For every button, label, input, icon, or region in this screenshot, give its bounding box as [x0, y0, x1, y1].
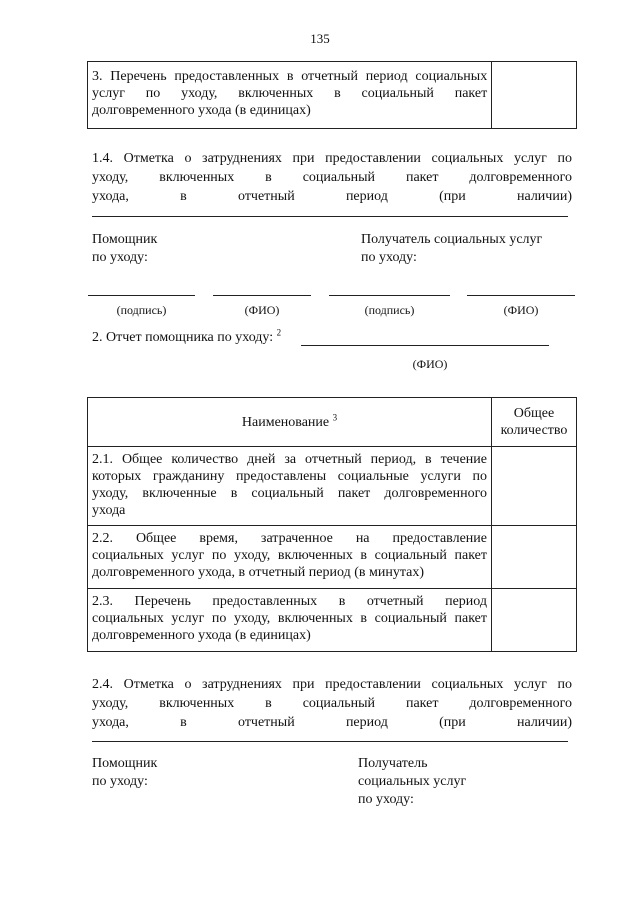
caption-fio: (ФИО) — [244, 303, 280, 317]
section-line: ухода, в отчетный период (при наличии) — [92, 715, 572, 730]
recipient-label-line: Получатель — [358, 756, 428, 771]
cell-line: уходу, включенные в социальный пакет долговременного — [92, 486, 488, 501]
top-table — [87, 61, 577, 129]
recipient-label-line: социальных услуг — [358, 774, 467, 789]
table-row — [88, 589, 577, 652]
recipient-label-line: по уходу: — [361, 250, 417, 265]
recipient-label — [358, 755, 466, 809]
fill-in-line[interactable] — [92, 216, 568, 217]
signature-line[interactable] — [329, 295, 450, 296]
table-cell-name — [88, 589, 492, 652]
footnote-marker: 2 — [276, 327, 282, 338]
section-2-4 — [92, 675, 572, 732]
cell-line: социальных услуг по уходу, включенных в социальный пакет — [92, 548, 488, 563]
table-cell-name — [88, 62, 492, 129]
helper-label — [92, 231, 157, 267]
cell-line: 2.3. Перечень предоставленных в отчетный период — [92, 594, 488, 609]
header-qty-line: количество — [500, 423, 568, 438]
fio-line[interactable] — [467, 295, 575, 296]
table-cell-value[interactable] — [492, 589, 577, 652]
main-table — [87, 397, 577, 652]
cell-line: услуг по уходу, включенных в социальный пакет — [92, 86, 488, 101]
helper-label-line: Помощник — [92, 756, 158, 771]
section-line: уходу, включенных в социальный пакет долговременного — [92, 696, 572, 711]
fio-line[interactable] — [213, 295, 311, 296]
table-cell-value[interactable] — [492, 62, 577, 129]
table-row — [88, 62, 577, 129]
helper-label — [92, 755, 157, 791]
caption-fio: (ФИО) — [503, 303, 539, 317]
cell-line: которых гражданину предоставлены социальные услуги по — [92, 469, 488, 484]
section-1-4 — [92, 149, 572, 206]
section-line: уходу, включенных в социальный пакет долговременного — [92, 170, 572, 185]
table-cell-value[interactable] — [492, 447, 577, 526]
cell-line: ухода — [92, 503, 126, 518]
caption-signature: (подпись) — [364, 303, 415, 317]
header-qty — [492, 398, 577, 447]
section-line: ухода, в отчетный период (при наличии) — [92, 189, 572, 204]
cell-line: 2.1. Общее количество дней за отчетный период, в течение — [92, 452, 488, 467]
section-line: 1.4. Отметка о затруднениях при предоставлении социальных услуг по — [92, 151, 572, 166]
section-2-title — [92, 329, 281, 347]
cell-line: 3. Перечень предоставленных в отчетный период социальных — [92, 69, 488, 84]
cell-line: долговременного ухода, в отчетный период (в минутах) — [92, 565, 425, 580]
recipient-label-line: по уходу: — [358, 792, 414, 807]
page-number: 135 — [310, 31, 330, 46]
table-header-row — [88, 398, 577, 447]
cell-line: долговременного ухода (в единицах) — [92, 103, 311, 118]
header-qty-line: Общее — [513, 406, 555, 421]
table-cell-name — [88, 447, 492, 526]
table-row — [88, 526, 577, 589]
helper-label-line: Помощник — [92, 232, 158, 247]
caption-signature: (подпись) — [116, 303, 167, 317]
table-cell-name — [88, 526, 492, 589]
recipient-label — [361, 231, 542, 267]
caption-fio: (ФИО) — [412, 357, 448, 371]
helper-label-line: по уходу: — [92, 250, 148, 265]
recipient-label-line: Получатель социальных услуг — [361, 232, 543, 247]
header-name-text: Наименование — [241, 414, 330, 430]
section-2-title-text: 2. Отчет помощника по уходу: — [92, 330, 274, 345]
section-line: 2.4. Отметка о затруднениях при предоставлении социальных услуг по — [92, 677, 572, 692]
cell-line: 2.2. Общее время, затраченное на предоставление — [92, 531, 488, 546]
footnote-marker: 3 — [332, 411, 338, 422]
helper-label-line: по уходу: — [92, 774, 148, 789]
cell-line: долговременного ухода (в единицах) — [92, 628, 311, 643]
table-row — [88, 447, 577, 526]
table-cell-value[interactable] — [492, 526, 577, 589]
helper-name-line[interactable] — [301, 345, 549, 346]
signature-line[interactable] — [88, 295, 195, 296]
header-name — [88, 398, 492, 447]
cell-line: социальных услуг по уходу, включенных в социальный пакет — [92, 611, 488, 626]
fill-in-line[interactable] — [92, 741, 568, 742]
